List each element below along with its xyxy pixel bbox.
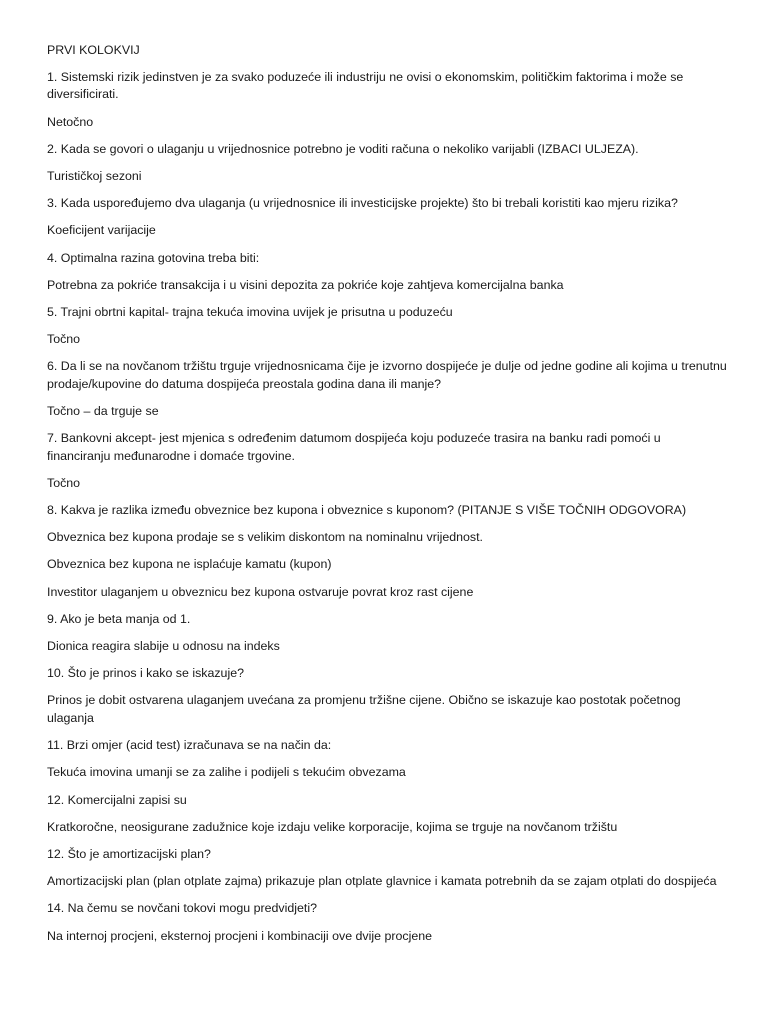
- question-11: 11. Brzi omjer (acid test) izračunava se na način da:: [47, 738, 332, 753]
- question-3: 3. Kada uspoređujemo dva ulaganja (u vrijednosnice ili investicijske projekte) što bi trebali koristiti kao mjeru rizika?: [47, 196, 678, 211]
- answer-12b: Amortizacijski plan (plan otplate zajma) prikazuje plan otplate glavnice i kamata potrebnih da se zajam otplati do dospijeća: [47, 874, 717, 889]
- answer-4: Potrebna za pokriće transakcija i u visini depozita za pokriće koje zahtjeva komercijalna banka: [47, 277, 564, 292]
- question-8: 8. Kakva je razlika između obveznice bez kupona i obveznice s kuponom? (PITANJE S VIŠE TOČNIH ODGOVORA): [47, 503, 687, 518]
- answer-8c: Investitor ulaganjem u obveznicu bez kupona ostvaruje povrat kroz rast cijene: [47, 584, 474, 599]
- document-title: PRVI KOLOKVIJ: [47, 43, 140, 57]
- question-5: 5. Trajni obrtni kapital- trajna tekuća imovina uvijek je prisutna u poduzeću: [47, 305, 453, 320]
- question-4: 4. Optimalna razina gotovina treba biti:: [47, 250, 260, 265]
- question-2: 2. Kada se govori o ulaganju u vrijednosnice potrebno je voditi računa o nekoliko varijabli (IZBACI ULJEZA).: [47, 141, 639, 156]
- answer-7: Točno: [47, 475, 81, 490]
- question-12: 12. Komercijalni zapisi su: [47, 792, 187, 807]
- question-6: 6. Da li se na novčanom tržištu trguje vrijednosnicama čije je izvorno dospijeće je dulje od jedne godine ali kojima u trenutnu prodaje/kupovine do datuma dospijeća preostala godina dana ili manje?: [47, 359, 727, 391]
- question-14: 14. Na čemu se novčani tokovi mogu predvidjeti?: [47, 901, 317, 916]
- answer-14: Na internoj procjeni, eksternoj procjeni i kombinaciji ove dvije procjene: [47, 928, 432, 943]
- document-body: [47, 42, 727, 955]
- question-12b: 12. Što je amortizacijski plan?: [47, 846, 211, 861]
- answer-5: Točno: [47, 332, 81, 347]
- answer-8a: Obveznica bez kupona prodaje se s velikim diskontom na nominalnu vrijednost.: [47, 530, 483, 545]
- answer-2: Turističkoj sezoni: [47, 169, 142, 184]
- question-10: 10. Što je prinos i kako se iskazuje?: [47, 666, 244, 681]
- question-9: 9. Ako je beta manja od 1.: [47, 611, 191, 626]
- answer-10: Prinos je dobit ostvarena ulaganjem uvećana za promjenu tržišne cijene. Obično se iskazuje kao postotak početnog ulaganja: [47, 693, 681, 725]
- answer-11: Tekuća imovina umanji se za zalihe i podijeli s tekućim obvezama: [47, 765, 406, 780]
- answer-3: Koeficijent varijacije: [47, 223, 156, 238]
- question-7: 7. Bankovni akcept- jest mjenica s određenim datumom dospijeća koju poduzeće trasira na banku radi pomoći u financiranju međunarodne i domaće trgovine.: [47, 431, 661, 463]
- answer-9: Dionica reagira slabije u odnosu na indeks: [47, 639, 280, 654]
- question-1: 1. Sistemski rizik jedinstven je za svako poduzeće ili industriju ne ovisi o ekonomskim, političkim faktorima i može se diversificirati.: [47, 70, 684, 102]
- answer-8b: Obveznica bez kupona ne isplaćuje kamatu (kupon): [47, 557, 332, 572]
- answer-6: Točno – da trguje se: [47, 404, 159, 419]
- answer-12: Kratkoročne, neosigurane zadužnice koje izdaju velike korporacije, kojima se trguje na novčanom tržištu: [47, 819, 618, 834]
- answer-1: Netočno: [47, 114, 94, 129]
